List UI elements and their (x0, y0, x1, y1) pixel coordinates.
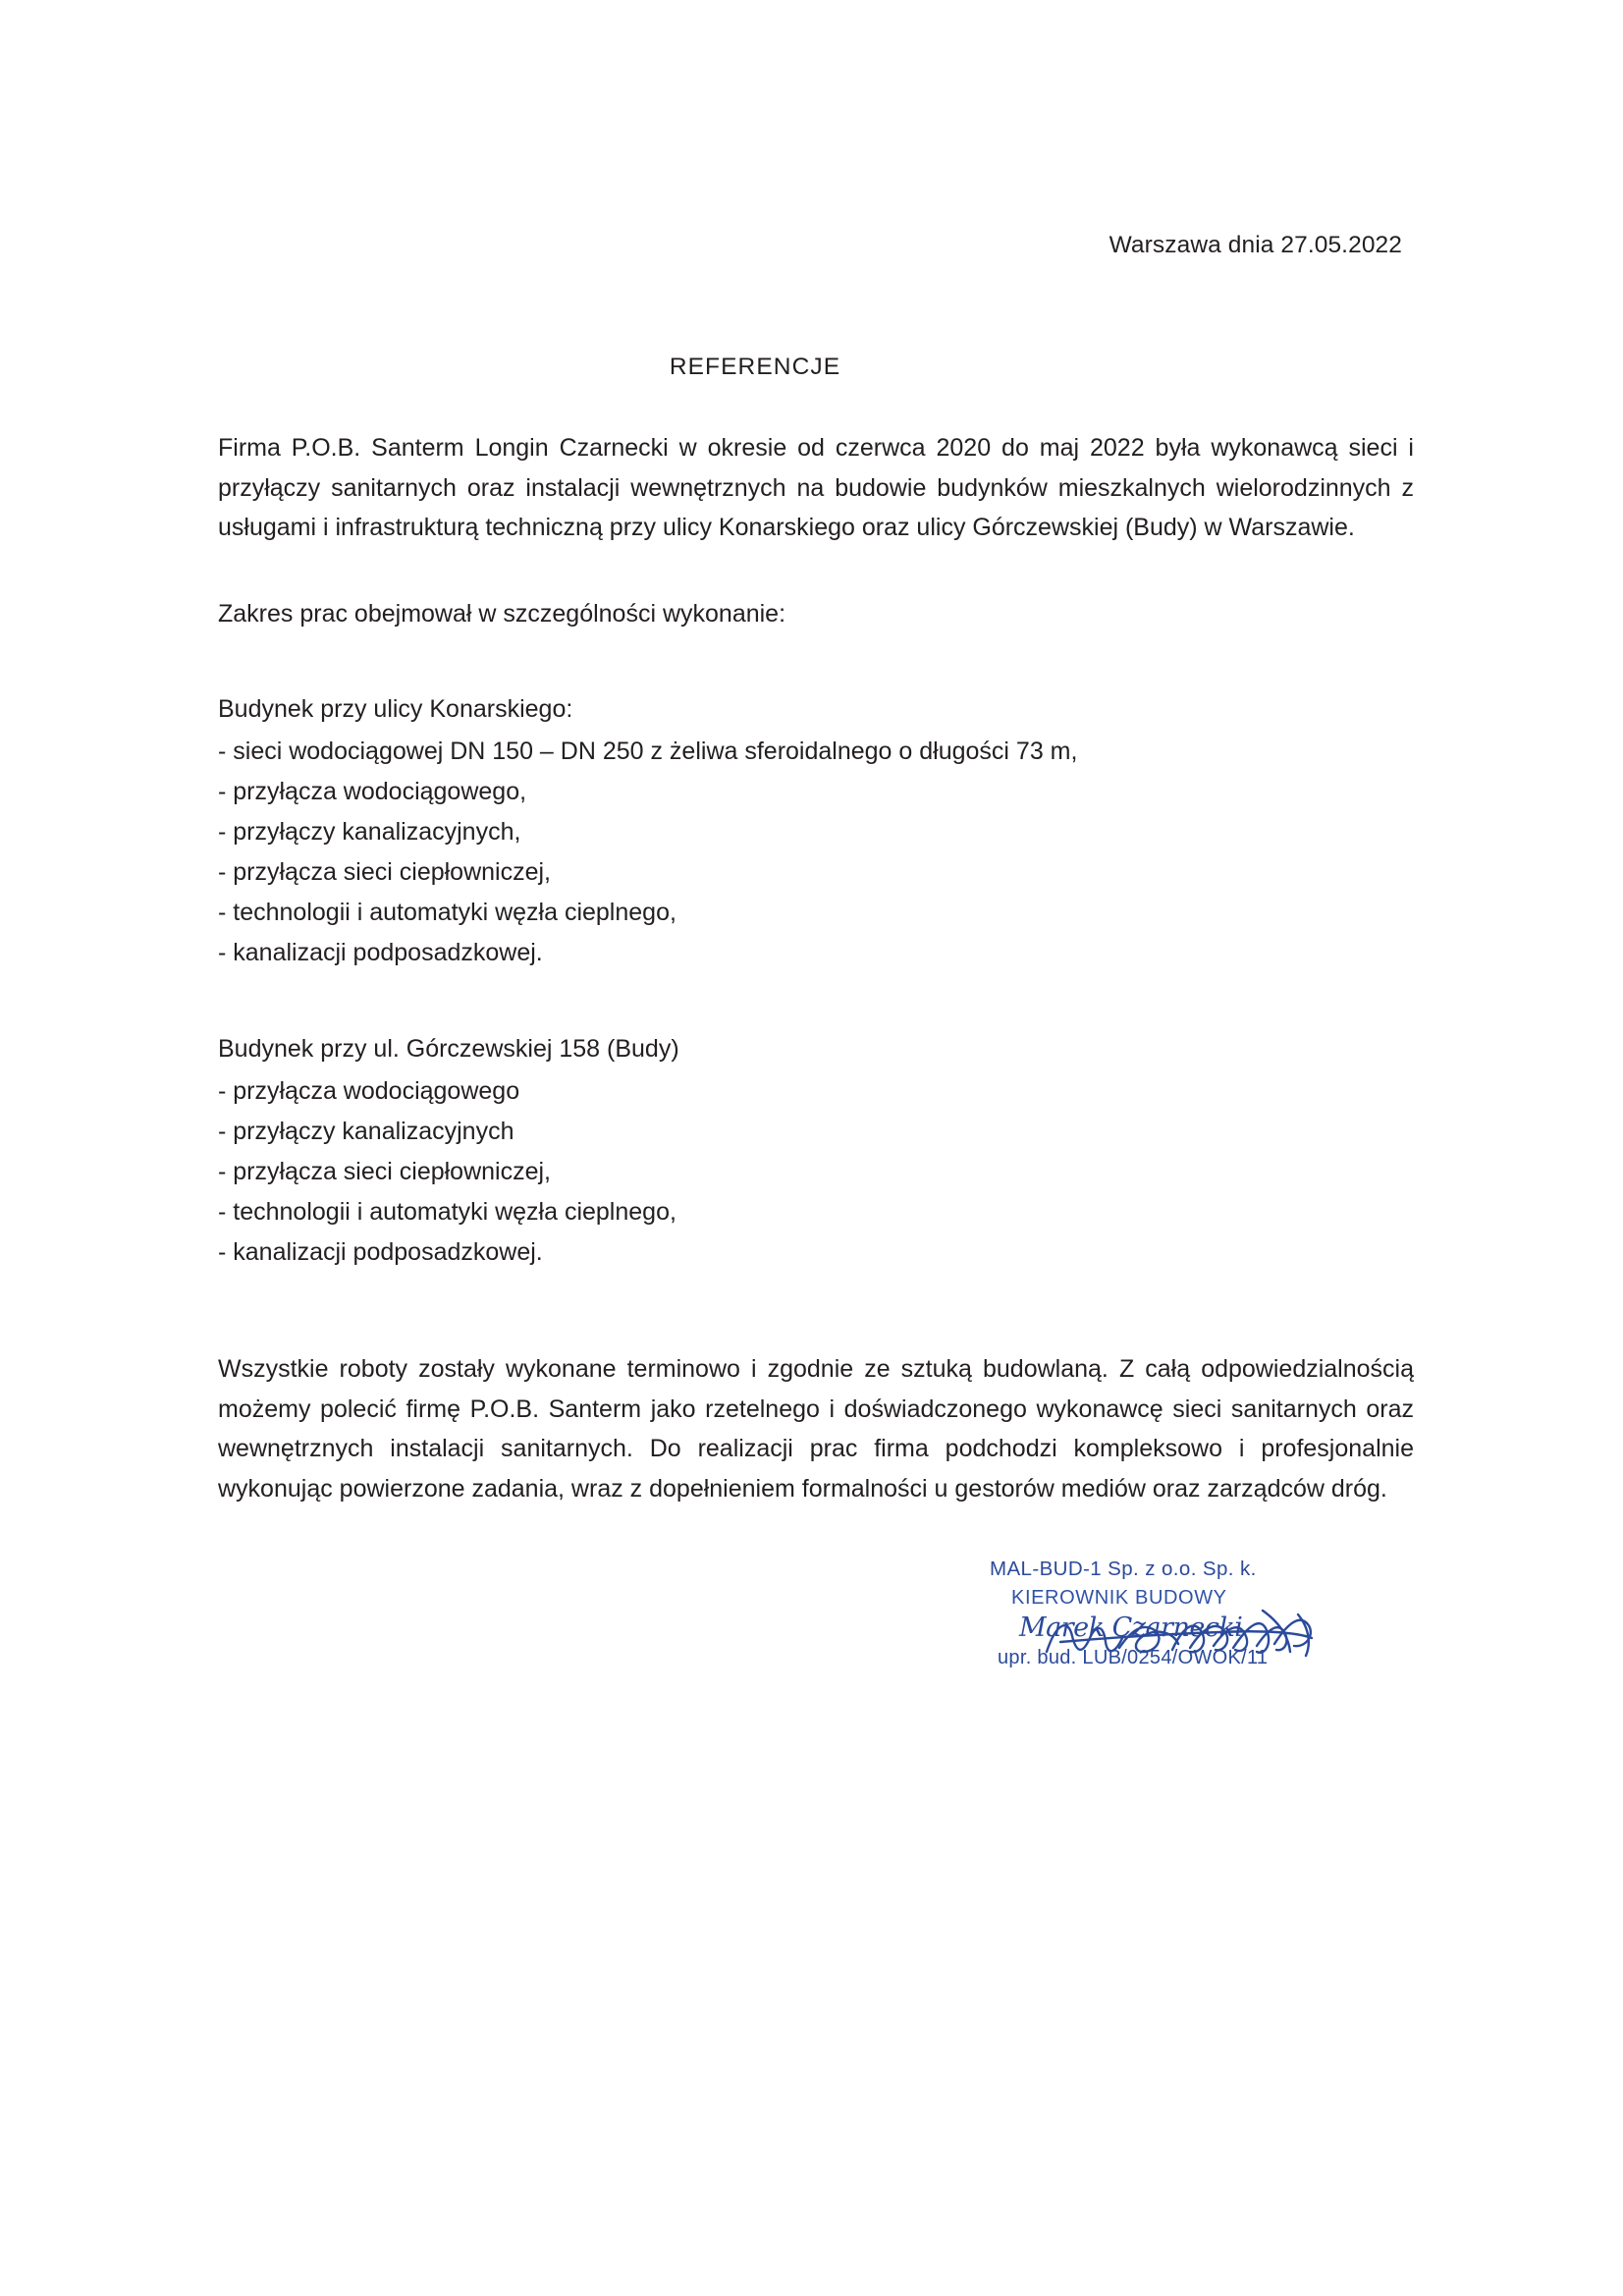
document-content (218, 0, 1414, 1508)
list-item: - sieci wodociągowej DN 150 – DN 250 z żeliwa sferoidalnego o długości 73 m, (218, 738, 1078, 765)
list-item: - przyłącza sieci ciepłowniczej, (218, 858, 552, 886)
signature-role: KIEROWNIK BUDOWY (1011, 1587, 1227, 1609)
closing-paragraph: Wszystkie roboty zostały wykonane terminowo i zgodnie ze sztuką budowlaną. Z całą odpowiedzialnością możemy polecić firmę P.O.B. Santerm jako rzetelnego i doświadczonego wykonawcę sieci sanitarnych oraz wewnętrznych instalacji sanitarnych. Do realizacji prac firma podchodzi kompleksowo i profesjonalnie wykonując powierzone zadania, wraz z dopełnieniem formalności u gestorów mediów oraz zarządców dróg. (218, 1355, 1414, 1503)
block-heading: Budynek przy ulicy Konarskiego: (218, 695, 573, 723)
closing-block (218, 1349, 1414, 1508)
list-item: - przyłączy kanalizacyjnych (218, 1118, 514, 1145)
list-item: - przyłączy kanalizacyjnych, (218, 818, 521, 846)
signature-block (990, 1558, 1402, 1695)
scope-block-gorczewska (218, 1029, 1414, 1273)
list-item: - kanalizacji podposadzkowej. (218, 1238, 543, 1266)
block-heading: Budynek przy ul. Górczewskiej 158 (Budy) (218, 1035, 679, 1063)
list-item: - przyłącza wodociągowego (218, 1077, 520, 1105)
page-title: REFERENCJE (669, 354, 841, 380)
signature-script-name: Marek Czarnecki (1019, 1613, 1243, 1643)
list-item: - przyłącza sieci ciepłowniczej, (218, 1158, 552, 1185)
scope-paragraph: Zakres prac obejmował w szczególności wykonanie: (218, 599, 786, 628)
list-item: - przyłącza wodociągowego, (218, 778, 527, 805)
signature-license: upr. bud. LUB/0254/OWOK/11 (998, 1647, 1269, 1668)
intro-paragraph: Firma P.O.B. Santerm Longin Czarnecki w okresie od czerwca 2020 do maj 2022 była wykonawcą sieci i przyłączy sanitarnych oraz instalacji wewnętrznych na budowie budynków mieszkalnych wielorodzinnych z usługami i infrastrukturą techniczną przy ulicy Konarskiego oraz ulicy Górczewskiej (Budy) w Warszawie. (218, 434, 1414, 541)
scope-block-konarskiego (218, 689, 1414, 973)
list-item: - technologii i automatyki węzła cieplnego, (218, 899, 676, 926)
signature-company: MAL-BUD-1 Sp. z o.o. Sp. k. (990, 1558, 1257, 1580)
list-item: - technologii i automatyki węzła cieplnego, (218, 1198, 676, 1226)
list-item: - kanalizacji podposadzkowej. (218, 939, 543, 966)
date-line: Warszawa dnia 27.05.2022 (1109, 232, 1402, 258)
